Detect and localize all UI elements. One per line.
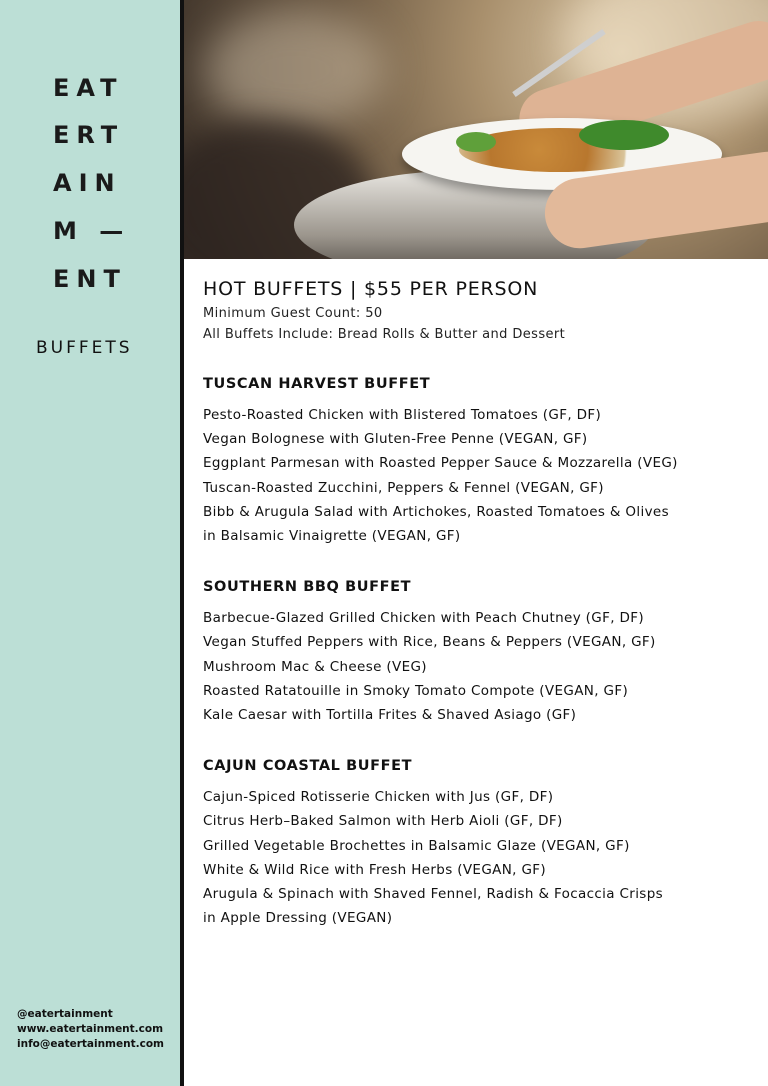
menu-item: Kale Caesar with Tortilla Frites & Shaved Asiago (GF) — [203, 707, 577, 724]
logo-line: AIN — [53, 169, 122, 197]
sidebar — [0, 0, 180, 1086]
logo-line: ENT — [53, 265, 127, 293]
menu-item: Bibb & Arugula Salad with Artichokes, Roasted Tomatoes & Olives — [203, 503, 669, 520]
hero-light — [204, 10, 384, 130]
menu-item: Roasted Ratatouille in Smoky Tomato Compote (VEGAN, GF) — [203, 682, 629, 699]
website-link[interactable]: www.eatertainment.com — [17, 1023, 164, 1035]
buffet-title: TUSCAN HARVEST BUFFET — [203, 376, 431, 392]
buffet-section-southern — [203, 576, 748, 727]
menu-item: Vegan Stuffed Peppers with Rice, Beans & Peppers (VEGAN, GF) — [203, 634, 656, 651]
buffet-section-tuscan — [203, 373, 748, 548]
min-guest-count: Minimum Guest Count: 50 — [203, 306, 383, 321]
email-link[interactable]: info@eatertainment.com — [17, 1038, 164, 1050]
includes-note: All Buffets Include: Bread Rolls & Butter and Dessert — [203, 327, 566, 342]
menu-item: Cajun-Spiced Rotisserie Chicken with Jus (GF, DF) — [203, 789, 554, 806]
page-title: HOT BUFFETS | $55 PER PERSON — [203, 278, 539, 300]
logo-line: M — — [53, 217, 131, 245]
menu-item: Tuscan-Roasted Zucchini, Peppers & Fennel (VEGAN, GF) — [203, 479, 604, 496]
buffet-section-cajun — [203, 755, 748, 930]
contact-block — [17, 1007, 164, 1052]
menu-item: White & Wild Rice with Fresh Herbs (VEGAN, GF) — [203, 861, 546, 878]
hero-photo — [184, 0, 768, 259]
menu-item: Grilled Vegetable Brochettes in Balsamic Glaze (VEGAN, GF) — [203, 837, 630, 854]
menu-content — [203, 275, 748, 930]
menu-item: in Balsamic Vinaigrette (VEGAN, GF) — [203, 528, 461, 545]
menu-item: Barbecue-Glazed Grilled Chicken with Peach Chutney (GF, DF) — [203, 610, 644, 627]
menu-item: Vegan Bolognese with Gluten-Free Penne (VEGAN, GF) — [203, 431, 588, 448]
salad-greens — [579, 120, 669, 150]
section-label: BUFFETS — [36, 338, 133, 358]
menu-item: Pesto-Roasted Chicken with Blistered Tomatoes (GF, DF) — [203, 407, 602, 423]
buffet-title: CAJUN COASTAL BUFFET — [203, 758, 413, 775]
logo-line: EAT — [53, 74, 124, 102]
logo-line: ERT — [53, 121, 125, 149]
salad-greens — [456, 132, 496, 152]
menu-item: in Apple Dressing (VEGAN) — [203, 910, 393, 927]
menu-item: Arugula & Spinach with Shaved Fennel, Radish & Focaccia Crisps — [203, 886, 663, 903]
menu-item: Citrus Herb–Baked Salmon with Herb Aioli (GF, DF) — [203, 813, 563, 830]
social-handle[interactable]: @eatertainment — [17, 1008, 113, 1020]
buffet-title: SOUTHERN BBQ BUFFET — [203, 579, 412, 596]
menu-item: Eggplant Parmesan with Roasted Pepper Sauce & Mozzarella (VEG) — [203, 455, 678, 472]
menu-item: Mushroom Mac & Cheese (VEG) — [203, 658, 427, 675]
